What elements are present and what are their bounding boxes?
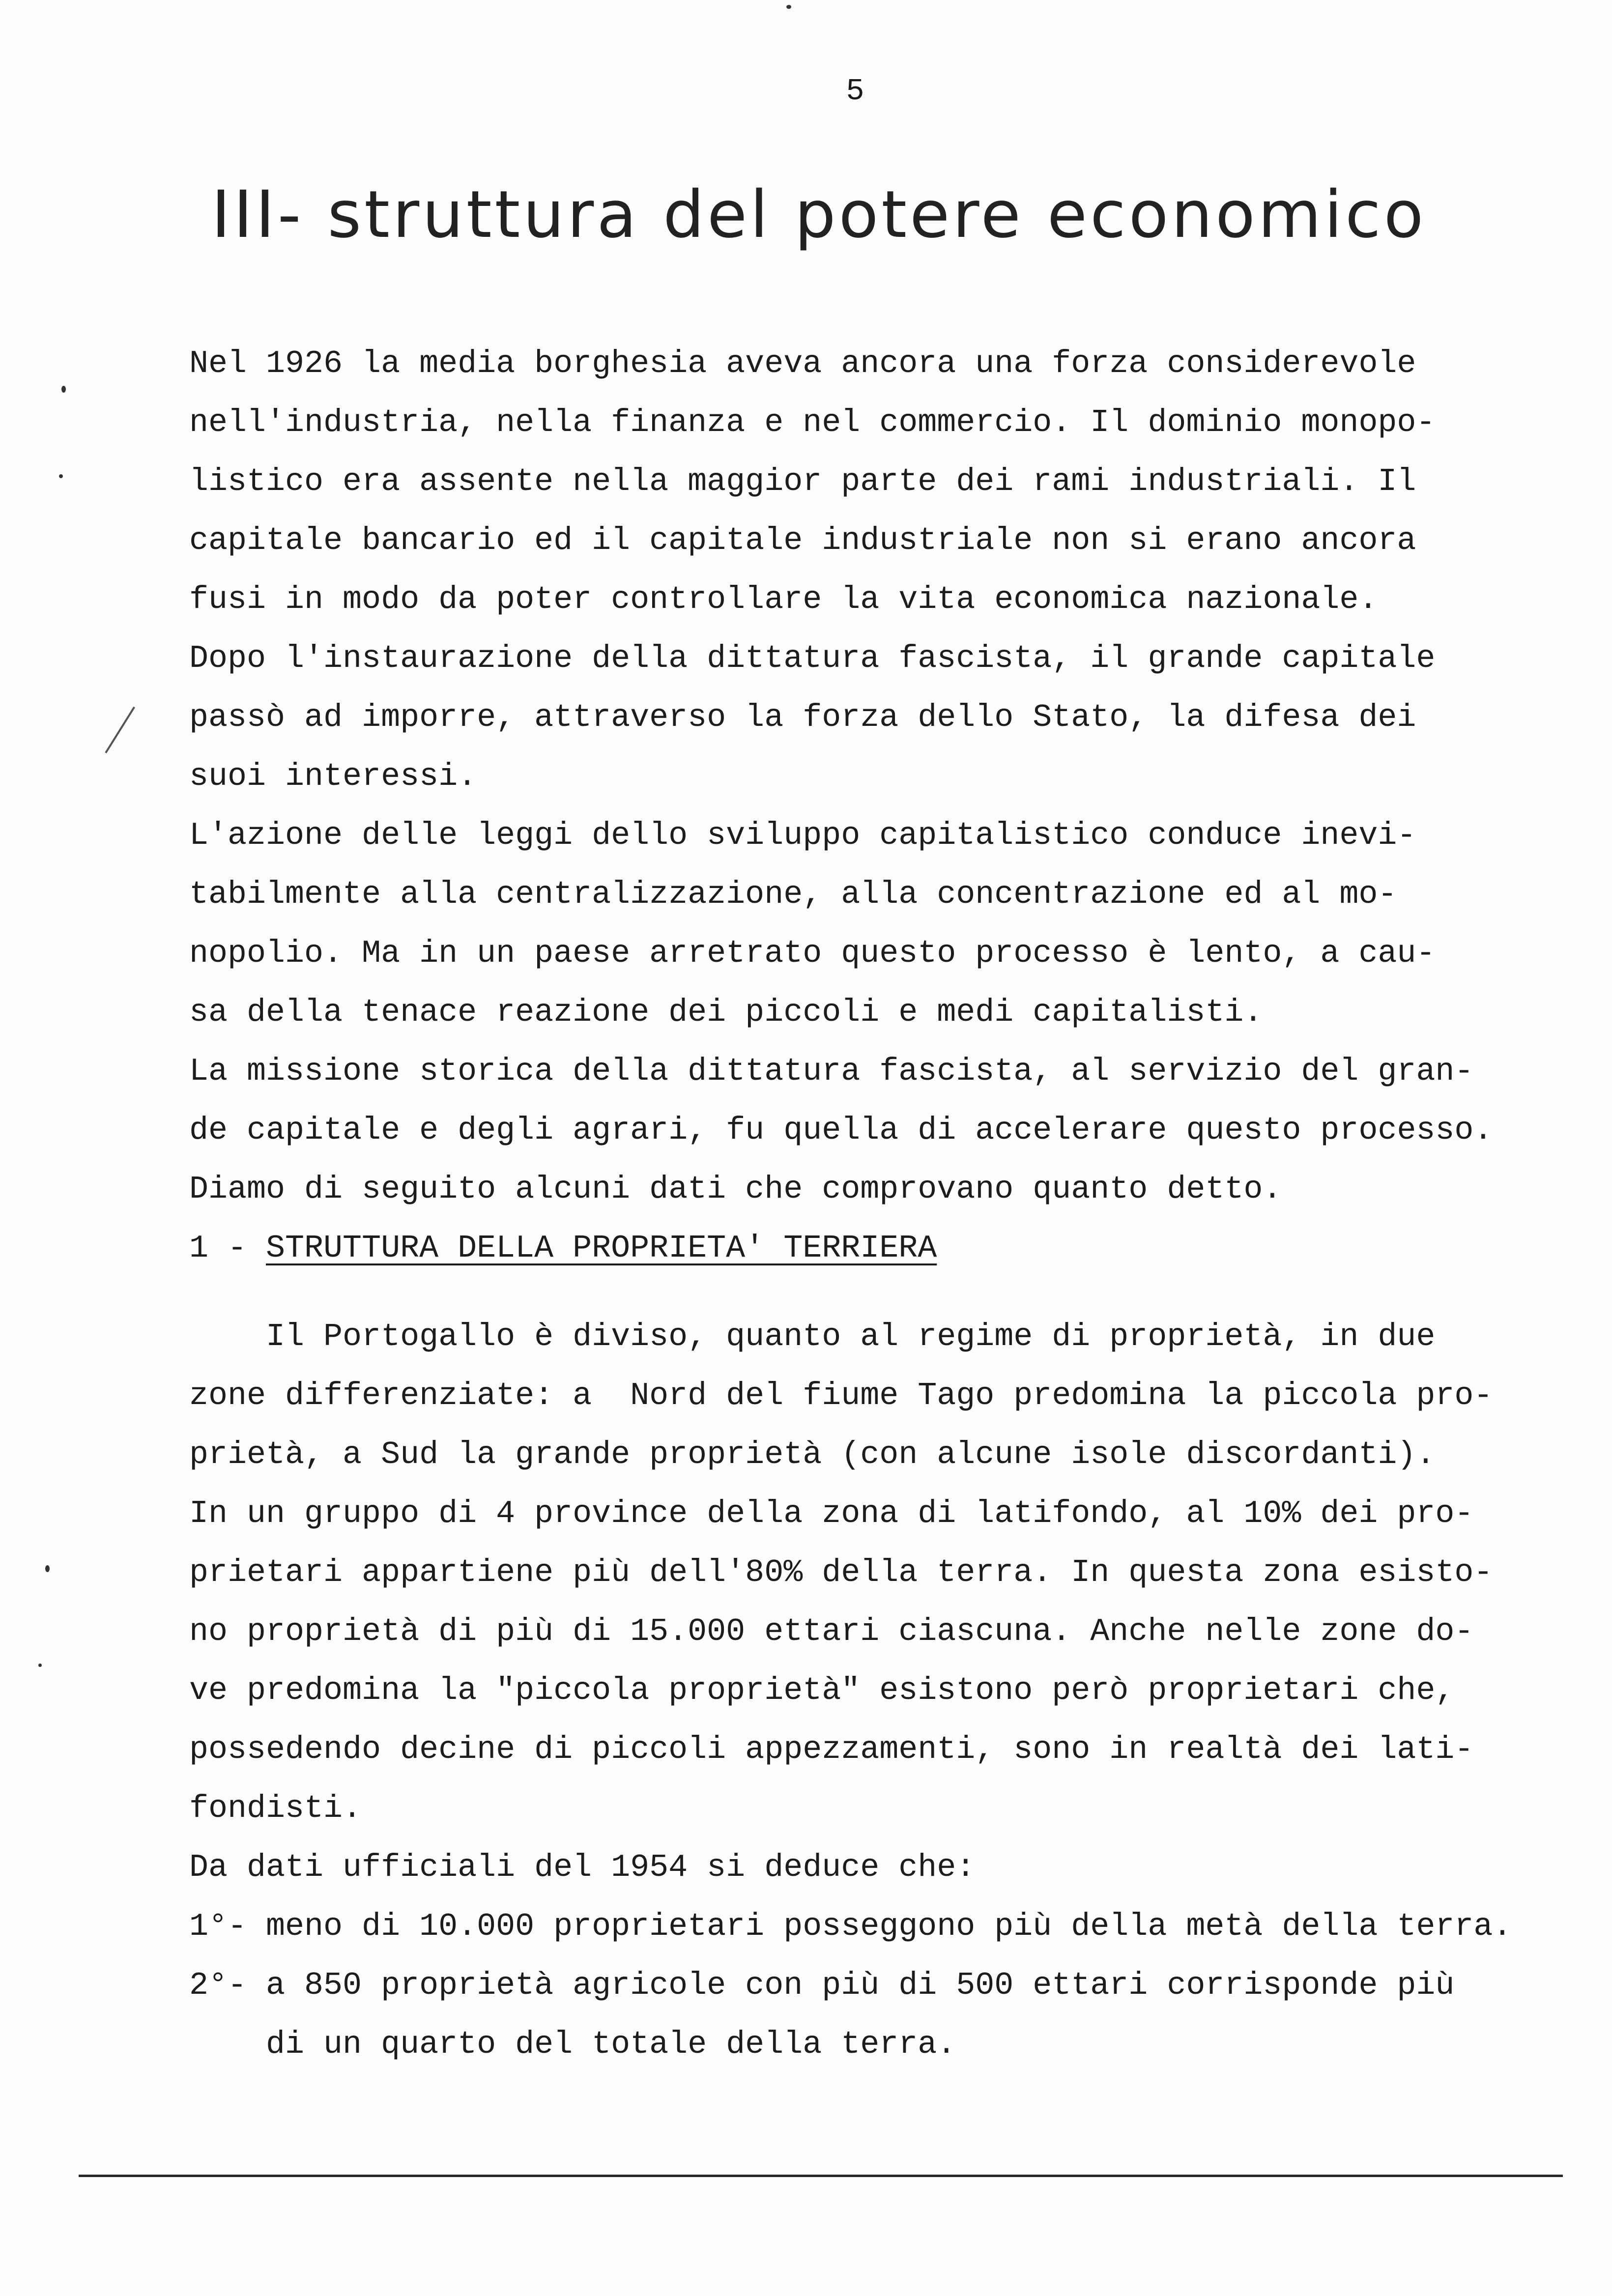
text-line: tabilmente alla centralizzazione, alla concentrazione ed al mo- — [189, 876, 1397, 913]
text-line: Da dati ufficiali del 1954 si deduce che: — [189, 1849, 976, 1886]
text-line: capitale bancario ed il capitale industriale non si erano ancora — [189, 522, 1416, 559]
section-number: 1 - — [189, 1230, 266, 1266]
text-line: no proprietà di più di 15.000 ettari ciascuna. Anche nelle zone do- — [189, 1613, 1474, 1650]
text-line: Il Portogallo è diviso, quanto al regime di proprietà, in due — [189, 1319, 1436, 1355]
text-line: Diamo di seguito alcuni dati che comprovano quanto detto. — [189, 1171, 1282, 1207]
text-line: fusi in modo da poter controllare la vita economica nazionale. — [189, 581, 1378, 618]
text-line: Nel 1926 la media borghesia aveva ancora una forza considerevole — [189, 345, 1416, 382]
bottom-rule — [79, 2175, 1563, 2177]
scan-speck — [38, 1664, 42, 1667]
scan-speck — [59, 474, 63, 478]
text-line: prietari appartiene più dell'80% della terra. In questa zona esisto- — [189, 1554, 1493, 1591]
text-line: de capitale e degli agrari, fu quella di accelerare questo processo. — [189, 1112, 1493, 1148]
section-body — [189, 1307, 1580, 2074]
section-heading — [189, 1219, 1580, 1278]
text-line: nell'industria, nella finanza e nel commercio. Il dominio monopo- — [189, 404, 1436, 441]
section-title: STRUTTURA DELLA PROPRIETA' TERRIERA — [266, 1230, 937, 1266]
text-line: nopolio. Ma in un paese arretrato questo processo è lento, a cau- — [189, 935, 1436, 972]
text-line: listico era assente nella maggior parte dei rami industriali. Il — [189, 463, 1416, 500]
intro-paragraph — [189, 334, 1580, 1219]
text-line: zone differenziate: a Nord del fiume Tago predomina la piccola pro- — [189, 1378, 1493, 1414]
text-line: suoi interessi. — [189, 758, 477, 795]
text-line: In un gruppo di 4 province della zona di latifondo, al 10% dei pro- — [189, 1495, 1474, 1532]
scan-speck — [786, 5, 791, 9]
margin-pen-mark — [105, 707, 135, 753]
text-line: prietà, a Sud la grande proprietà (con alcune isole discordanti). — [189, 1436, 1436, 1473]
text-line: sa della tenace reazione dei piccoli e medi capitalisti. — [189, 994, 1263, 1031]
scan-speck — [45, 1565, 50, 1572]
text-line: fondisti. — [189, 1790, 362, 1827]
text-line: L'azione delle leggi dello sviluppo capitalistico conduce inevi- — [189, 817, 1416, 854]
chapter-title: III- struttura del potere economico — [211, 177, 1427, 253]
text-line: ve predomina la "piccola proprietà" esistono però proprietari che, — [189, 1672, 1455, 1709]
page-number: 5 — [846, 74, 864, 109]
text-line: Dopo l'instaurazione della dittatura fascista, il grande capitale — [189, 640, 1436, 677]
scan-speck — [61, 386, 66, 393]
text-line: passò ad imporre, attraverso la forza dello Stato, la difesa dei — [189, 699, 1416, 736]
text-line: 1°- meno di 10.000 proprietari posseggono più della metà della terra. — [189, 1908, 1512, 1945]
text-line: 2°- a 850 proprietà agricole con più di 500 ettari corrisponde più — [189, 1967, 1455, 2004]
text-line: La missione storica della dittatura fascista, al servizio del gran- — [189, 1053, 1474, 1090]
text-line: possedendo decine di piccoli appezzamenti, sono in realtà dei lati- — [189, 1731, 1474, 1768]
text-line: di un quarto del totale della terra. — [189, 2026, 956, 2063]
